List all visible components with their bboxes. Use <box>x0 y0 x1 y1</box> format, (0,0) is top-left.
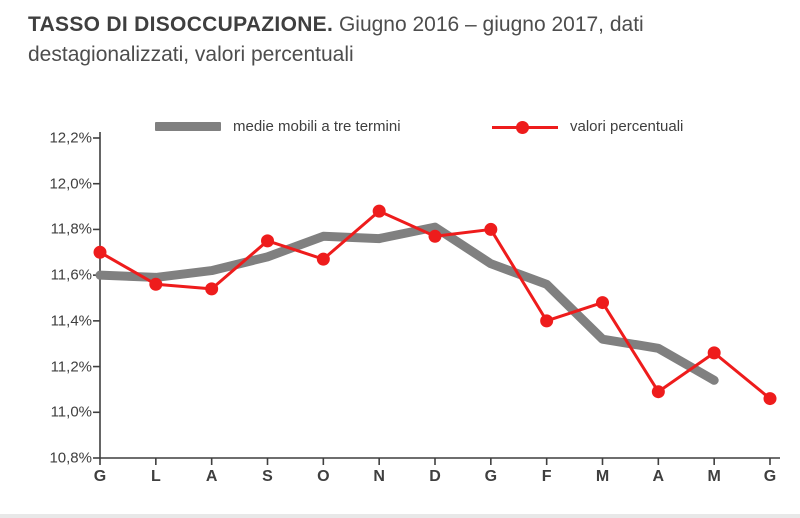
y-axis-tick-label: 12,0% <box>49 175 92 193</box>
legend-label-percent-values: valori percentuali <box>570 118 684 135</box>
data-point <box>94 246 107 259</box>
x-axis-tick-label: G <box>484 468 498 485</box>
y-axis-tick-label: 11,6% <box>50 266 92 284</box>
x-axis-tick-label: O <box>317 468 330 485</box>
data-point <box>484 223 497 236</box>
page-title-rest: Giugno 2016 – giugno 2017, dati destagionalizzati, valori percentuali <box>28 13 644 66</box>
y-axis-tick-label: 11,0% <box>50 403 92 421</box>
x-axis-tick-label: A <box>652 468 665 485</box>
x-axis-tick-label: L <box>150 468 161 485</box>
x-axis-tick-label: S <box>262 468 273 485</box>
data-point <box>596 296 609 309</box>
x-axis-tick-label: N <box>373 468 385 485</box>
x-axis-tick-label: M <box>707 468 721 485</box>
data-point <box>764 392 777 405</box>
data-point <box>429 230 442 243</box>
y-axis-tick-label: 11,4% <box>50 312 92 330</box>
data-point <box>708 346 721 359</box>
y-axis-tick-label: 11,2% <box>50 358 92 376</box>
data-point <box>205 282 218 295</box>
data-point <box>317 253 330 266</box>
data-point <box>261 234 274 247</box>
x-axis-tick-label: M <box>595 468 610 485</box>
x-axis-tick-label: F <box>541 468 552 485</box>
series-line-0 <box>100 227 714 380</box>
chart-canvas <box>0 100 800 518</box>
data-point <box>652 385 665 398</box>
data-point <box>373 205 386 218</box>
legend-label-moving-average: medie mobili a tre termini <box>233 118 401 135</box>
data-point <box>149 278 162 291</box>
x-axis-tick-label: G <box>763 468 777 485</box>
x-axis-tick-label: A <box>205 468 218 485</box>
page-title-strong: TASSO DI DISOCCUPAZIONE. <box>28 13 334 36</box>
plot-area <box>0 100 800 518</box>
y-axis-tick-label: 10,8% <box>49 449 92 467</box>
y-axis-tick-label: 12,2% <box>49 129 92 147</box>
data-point <box>540 314 553 327</box>
y-axis-tick-label: 11,8% <box>50 220 92 238</box>
x-axis-tick-label: G <box>93 468 107 485</box>
x-axis-tick-label: D <box>429 468 441 485</box>
bottom-divider <box>0 514 800 518</box>
page-title <box>28 10 778 70</box>
